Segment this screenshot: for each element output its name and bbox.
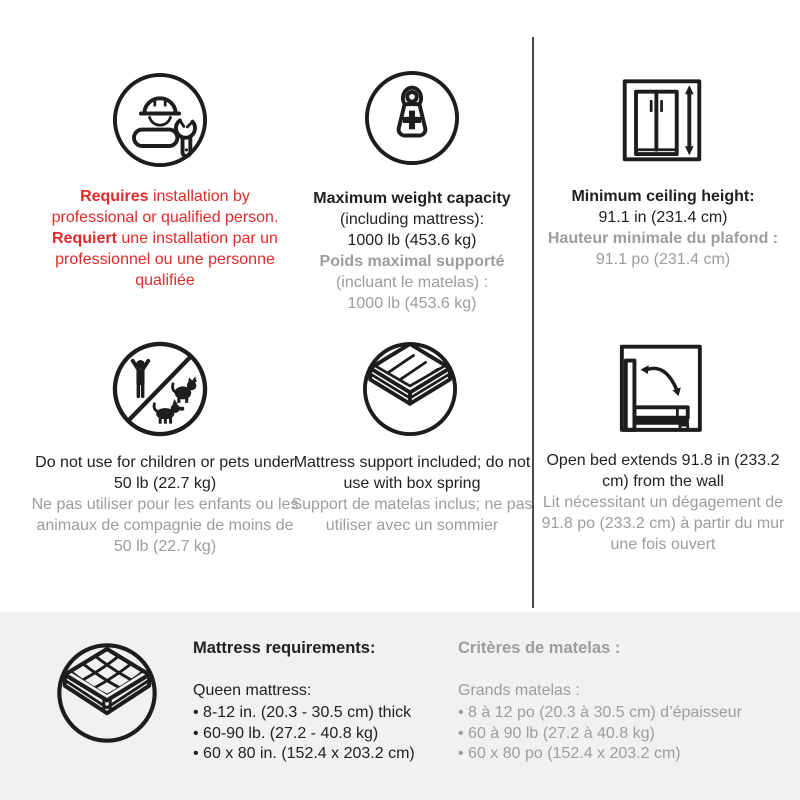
mattress-icon <box>52 638 162 748</box>
ceiling-line2-en: 91.1 in (231.4 cm) <box>598 209 728 226</box>
no-children-pets-icon <box>108 337 212 441</box>
installer-icon <box>108 68 212 172</box>
children-pets-text-en: Do not use for children or pets under 50 lb (22.7 kg) <box>35 454 295 492</box>
ceiling-title-fr: Hauteur minimale du plafond : <box>547 230 779 247</box>
install-text-en: Requires installation by professional or qualified person. <box>51 188 279 226</box>
mattress-requirements-title-en: Mattress requirements: <box>193 639 376 657</box>
list-item: • 60-90 lb. (27.2 - 40.8 kg) <box>193 724 451 745</box>
support-text-en: Mattress support included; do not use with box spring <box>293 454 531 492</box>
mattress-requirements-list-fr <box>458 703 788 765</box>
open-bed-text-fr: Lit nécessitant un dégagement de 91.8 po (233.2 cm) à partir du mur une fois ouvert <box>541 494 785 553</box>
weight-title-fr: Poids maximal supporté <box>319 253 505 270</box>
open-bed-icon <box>608 338 712 442</box>
list-item: • 60 x 80 in. (152.4 x 203.2 cm) <box>193 744 451 765</box>
weight-line3-en: 1000 lb (453.6 kg) <box>347 232 477 249</box>
ceiling-title-en: Minimum ceiling height: <box>571 188 755 205</box>
children-pets-text-fr: Ne pas utiliser pour les enfants ou les animaux de compagnie de moins de 50 lb (22.7 kg) <box>31 496 299 555</box>
ceiling-line2-fr: 91.1 po (231.4 cm) <box>595 251 731 268</box>
list-item: • 8 à 12 po (20.3 à 30.5 cm) d’épaisseur <box>458 703 788 724</box>
install-text-fr: Requiert une installation par un professionnel ou une personne qualifiée <box>52 230 278 289</box>
support-text <box>290 452 534 536</box>
list-item: • 60 x 80 po (152.4 x 203.2 cm) <box>458 744 788 765</box>
mattress-requirements-fr <box>458 638 788 765</box>
weight-capacity-icon <box>360 66 464 170</box>
install-text <box>35 186 295 291</box>
weight-line2-fr: (incluant le matelas) : <box>335 274 489 291</box>
support-text-fr: Support de matelas inclus; ne pas utiliser avec un sommier <box>291 496 533 534</box>
mattress-requirements-subtitle-en: Queen mattress: <box>193 681 312 699</box>
open-bed-text-en: Open bed extends 91.8 in (233.2 cm) from the wall <box>546 452 780 490</box>
ceiling-text <box>535 186 791 270</box>
children-pets-text <box>30 452 300 557</box>
weight-title-en: Maximum weight capacity <box>313 190 511 207</box>
weight-line2-en: (including mattress): <box>339 211 485 228</box>
open-bed-text <box>533 450 793 555</box>
ceiling-height-icon <box>610 70 714 174</box>
mattress-requirements-subtitle-fr: Grands matelas : <box>458 681 580 699</box>
mattress-requirements-list-en <box>193 703 451 765</box>
mattress-requirements-section <box>0 612 800 800</box>
weight-line3-fr: 1000 lb (453.6 kg) <box>347 295 477 312</box>
mattress-support-icon <box>358 337 462 441</box>
weight-text <box>290 188 534 314</box>
mattress-requirements-en <box>193 638 451 765</box>
list-item: • 8-12 in. (20.3 - 30.5 cm) thick <box>193 703 451 724</box>
mattress-requirements-title-fr: Critères de matelas : <box>458 639 621 657</box>
list-item: • 60 à 90 lb (27.2 à 40.8 kg) <box>458 724 788 745</box>
